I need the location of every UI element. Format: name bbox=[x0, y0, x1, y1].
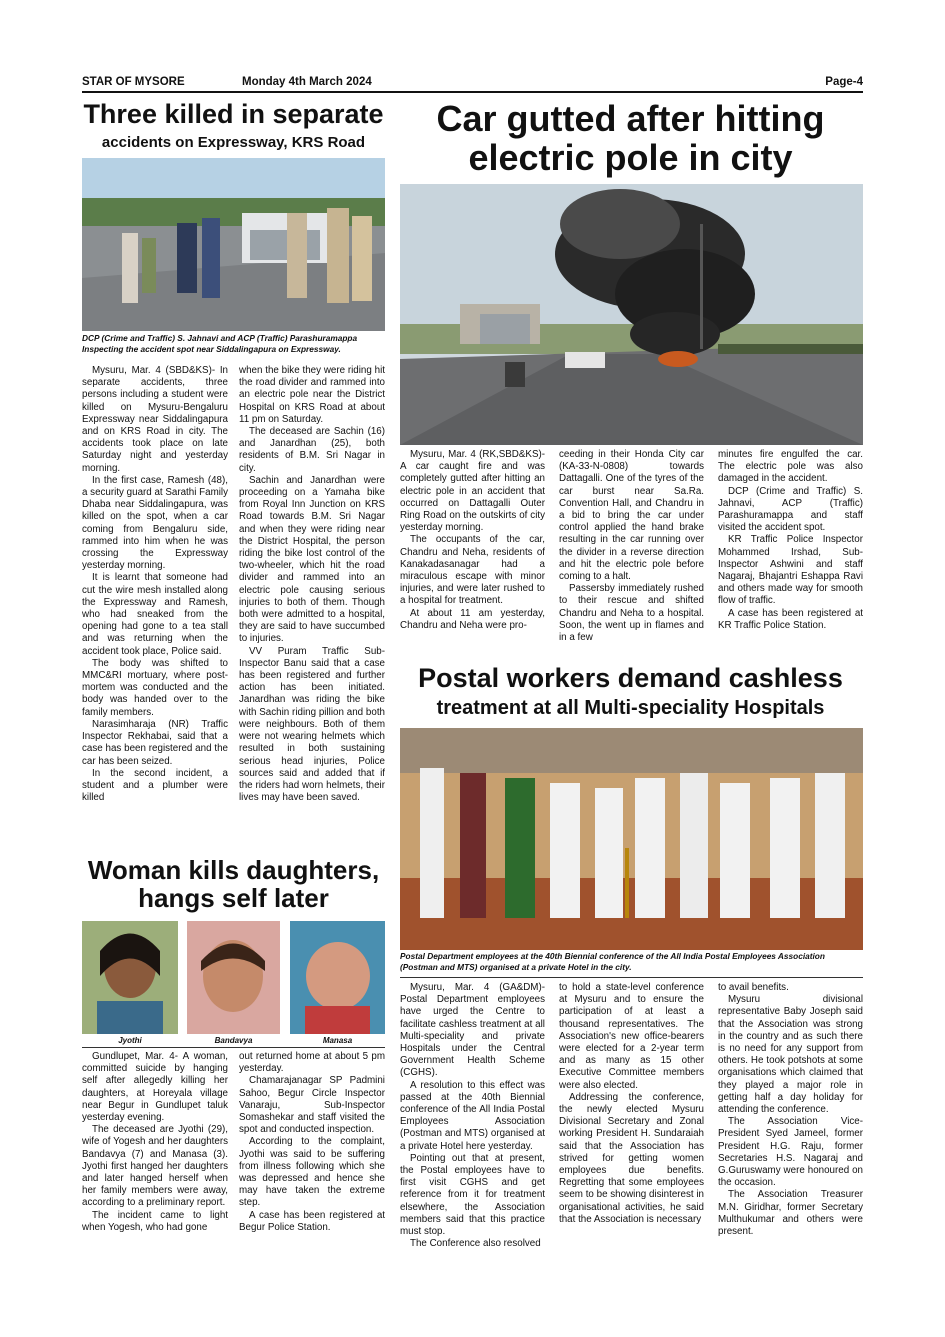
story1-subhead: accidents on Expressway, KRS Road bbox=[101, 134, 366, 151]
thumb-caption: Jyothi bbox=[118, 1036, 142, 1045]
story1-col2 bbox=[239, 365, 385, 804]
paragraph: The deceased are Sachin (16) and Janardhan (25), both residents of B.M. Sri Nagar in city. bbox=[239, 426, 385, 474]
paragraph: In the first case, Ramesh (48), a security guard at Sarathi Family Dhaba near Siddalingapura, was killed on the spot, when a car coming from Bengaluru side, rammed into him when he was crossing the Expressway yesterday morning. bbox=[82, 474, 228, 572]
paragraph: The Association Treasurer M.N. Giridhar, former Secretary Multhukumar and others were present. bbox=[718, 1189, 863, 1238]
story1-headline: Three killed in separate bbox=[83, 99, 384, 129]
story4-caption: Postal Department employees at the 40th Biennial conference of the All India Postal Employees Association (Postman and MTS) organised at a private Hotel in the city. bbox=[400, 951, 863, 973]
paragraph: The Conference also resolved bbox=[410, 1238, 541, 1250]
story3-col1 bbox=[82, 1051, 228, 1234]
divider bbox=[400, 977, 863, 978]
story1-caption: DCP (Crime and Traffic) S. Jahnavi and ACP (Traffic) Parashuramappa Inspecting the accident spot near Siddalingapura on Expressway. bbox=[82, 333, 385, 355]
story4-col3 bbox=[718, 982, 863, 1238]
paragraph: VV Puram Traffic Sub-Inspector Banu said that a case has been registered and further action has been initiated. Janardhan was riding the bike with Sachin riding pillion and both were neighbours. Both of them were not wearing helmets which resulted in both sustaining serious head injuries, Police sources said and added that if the riders had worn helmets, their lives may have been saved. bbox=[239, 645, 385, 804]
paragraph: Mysuru divisional representative Baby Joseph said that the Association was strong in the country and as such there is no need for any support from others. He took potshots at some organisations which claimed that they played a major role in getting half a day holiday for attending the conference. bbox=[718, 994, 863, 1116]
story2-col3 bbox=[718, 449, 863, 632]
paragraph: At about 11 am yesterday, Chandru and Neha were pro- bbox=[400, 607, 545, 631]
thumb-caption: Manasa bbox=[322, 1036, 353, 1045]
story4-col1 bbox=[400, 982, 545, 1250]
story4-headline: Postal workers demand cashless bbox=[418, 663, 843, 693]
paragraph: Gundlupet, Mar. 4- A woman, committed suicide by hanging self after allegedly killing her daughters, at Horeyala village near Begur in Gundlupet taluk yesterday evening. bbox=[82, 1051, 228, 1124]
story2-photo bbox=[400, 184, 863, 445]
paragraph: A case has been registered at Begur Police Station. bbox=[239, 1209, 385, 1233]
story2-col1 bbox=[400, 449, 545, 632]
paragraph: Mysuru, Mar. 4 (SBD&KS)- In separate accidents, three persons including a student were killed on Mysuru-Bengaluru Expressway near Siddalingapura and on KRS Road in city. The accidents took place on late Saturday night and yesterday morning. bbox=[82, 365, 228, 474]
paragraph: The deceased are Jyothi (29), wife of Yogesh and her daughters Bandavya (7) and Manasa (3). Jyothi first hanged her daughters and later hanged herself when her family members were away, according to a preliminary report. bbox=[82, 1124, 228, 1209]
masthead-rule bbox=[82, 91, 863, 93]
story4-subhead: treatment at all Multi-speciality Hospitals bbox=[436, 697, 825, 719]
paragraph: Sachin and Janardhan were proceeding on a Yamaha bike from Royal Inn Junction on KRS Road towards B.M. Sri Nagar and when they were riding near the District Hospital, the person riding the bike lost control of the two-wheeler, which hit the road divider and rammed into an electric pole causing serious injuries to both of them. Though both were admitted to a hospital, they are said to have succumbed to injuries. bbox=[239, 474, 385, 645]
masthead bbox=[82, 76, 863, 92]
story1-col1 bbox=[82, 365, 228, 804]
paragraph: to avail benefits. bbox=[718, 982, 789, 993]
paragraph: minutes fire engulfed the car. The electric pole was also damaged in the accident. bbox=[718, 449, 863, 485]
paragraph: Mysuru, Mar. 4 (RK,SBD&KS)- A car caught fire and was completely gutted after hitting an electric pole in an accident that occurred on Dattagalli Outer Ring Road on the outskirts of city yesterday morning. bbox=[400, 449, 545, 534]
issue-date: Monday 4th March 2024 bbox=[242, 76, 372, 88]
paragraph: ceeding in their Honda City car (KA-33-N-0808) towards Dattagalli. One of the tyres of the car burst near Sa.Ra. Convention Hall, and Chandru in a bid to bring the car under control applied the hand brake resulting in the car running over the divider in a reverse direction and hit the electric pole before coming to a halt. bbox=[559, 449, 704, 583]
page-number: Page-4 bbox=[825, 76, 863, 88]
paper-name: STAR OF MYSORE bbox=[82, 76, 185, 88]
paragraph: Addressing the conference, the newly elected Mysuru Divisional Secretary and Zonal working President H. Sundaraiah said that the Association has strived for getting women employees due benefits. Regretting that some employees seem to be showing disinterest in organisational activities, he said that the Association is necessary bbox=[559, 1091, 704, 1225]
story3-headline: Woman kills daughters, hangs self later bbox=[87, 855, 380, 914]
paragraph: KR Traffic Police Inspector Mohammed Irshad, Sub-Inspector Ashwini and staff Nagaraj, Bhajantri Eshappa Ravi and others made way for smooth flow of traffic. bbox=[718, 534, 863, 607]
paragraph: when the bike they were riding hit the road divider and rammed into an electric pole near the District Hospital on KRS Road at about 11 pm on Saturday. bbox=[239, 365, 385, 425]
paragraph: The body was shifted to MMC&RI mortuary, where post-mortem was conducted and the body was handed over to the family members. bbox=[82, 657, 228, 718]
story2-col2 bbox=[559, 449, 704, 644]
paragraph: Narasimharaja (NR) Traffic Inspector Rekhabai, said that a case has been registered and the car has been seized. bbox=[82, 718, 228, 767]
paragraph: Passersby immediately rushed to their rescue and shifted Chandru and Neha to a hospital. Soon, the went up in flames and in a few bbox=[559, 583, 704, 644]
paragraph: Chamarajanagar SP Padmini Sahoo, Begur Circle Inspector Vanaraju, Sub-Inspector Somashekar and staff visited the spot and conducted inspection. bbox=[239, 1075, 385, 1136]
thumb-jyothi bbox=[82, 921, 178, 1034]
divider bbox=[82, 1047, 385, 1048]
paragraph: It is learnt that someone had cut the wire mesh installed along the Expressway and Ramesh, who had sneaked from the opening had gone to a tea stall and was returning when the accident took place, Police said. bbox=[82, 572, 228, 657]
thumb-bandavya bbox=[187, 921, 280, 1034]
paragraph: The incident came to light when Yogesh, who had gone bbox=[82, 1209, 228, 1233]
paragraph: According to the complaint, Jyothi was said to be suffering from illness following which she was depressed and hence she may have taken the extreme step. bbox=[239, 1136, 385, 1209]
paragraph: The occupants of the car, Chandru and Neha, residents of Kanakadasanagar had a miraculous escape with minor injuries, and were later rushed to a hospital for treatment. bbox=[400, 534, 545, 607]
story4-col2 bbox=[559, 982, 704, 1226]
thumb-caption: Bandavya bbox=[214, 1036, 253, 1045]
paragraph: Pointing out that at present, the Postal employees have to first visit CGHS and get reference from it for treatment elsewhere, the Association members said that this practice must stop. bbox=[400, 1152, 545, 1238]
paragraph: to hold a state-level conference at Mysuru and to ensure the participation of at least a thousand representatives. The Association's new office-bearers were elected for a 2-year term and as many as 15 other Executive Committee members were also elected. bbox=[559, 982, 704, 1091]
paragraph: The Association Vice-President Syed Jameel, former President H.G. Raju, former Secretaries H.S. Nagaraj and G.Guruswamy were honoured on the occasion. bbox=[718, 1116, 863, 1189]
story2-headline: Car gutted after hitting electric pole in city bbox=[436, 98, 825, 178]
paragraph: A resolution to this effect was passed at the 40th Biennial conference of the All India Postal Employees Association (Postman and MTS) organised at a private Hotel here yesterday. bbox=[400, 1079, 545, 1152]
paragraph: In the second incident, a student and a plumber were killed bbox=[82, 767, 228, 804]
story1-photo bbox=[82, 158, 385, 331]
paragraph: DCP (Crime and Traffic) S. Jahnavi, ACP (Traffic) Parashuramappa and staff visited the accident spot. bbox=[718, 485, 863, 534]
story4-photo bbox=[400, 728, 863, 950]
story3-col2 bbox=[239, 1051, 385, 1234]
paragraph: A case has been registered at KR Traffic Police Station. bbox=[718, 607, 863, 631]
thumb-manasa bbox=[290, 921, 385, 1034]
paragraph: Mysuru, Mar. 4 (GA&DM)- Postal Department employees have urged the Centre to facilitate cashless treatment at all Multi-speciality and private Hospitals under the Central Government Health Scheme (CGHS). bbox=[400, 982, 545, 1079]
paragraph: out returned home at about 5 pm yesterday. bbox=[239, 1051, 385, 1075]
